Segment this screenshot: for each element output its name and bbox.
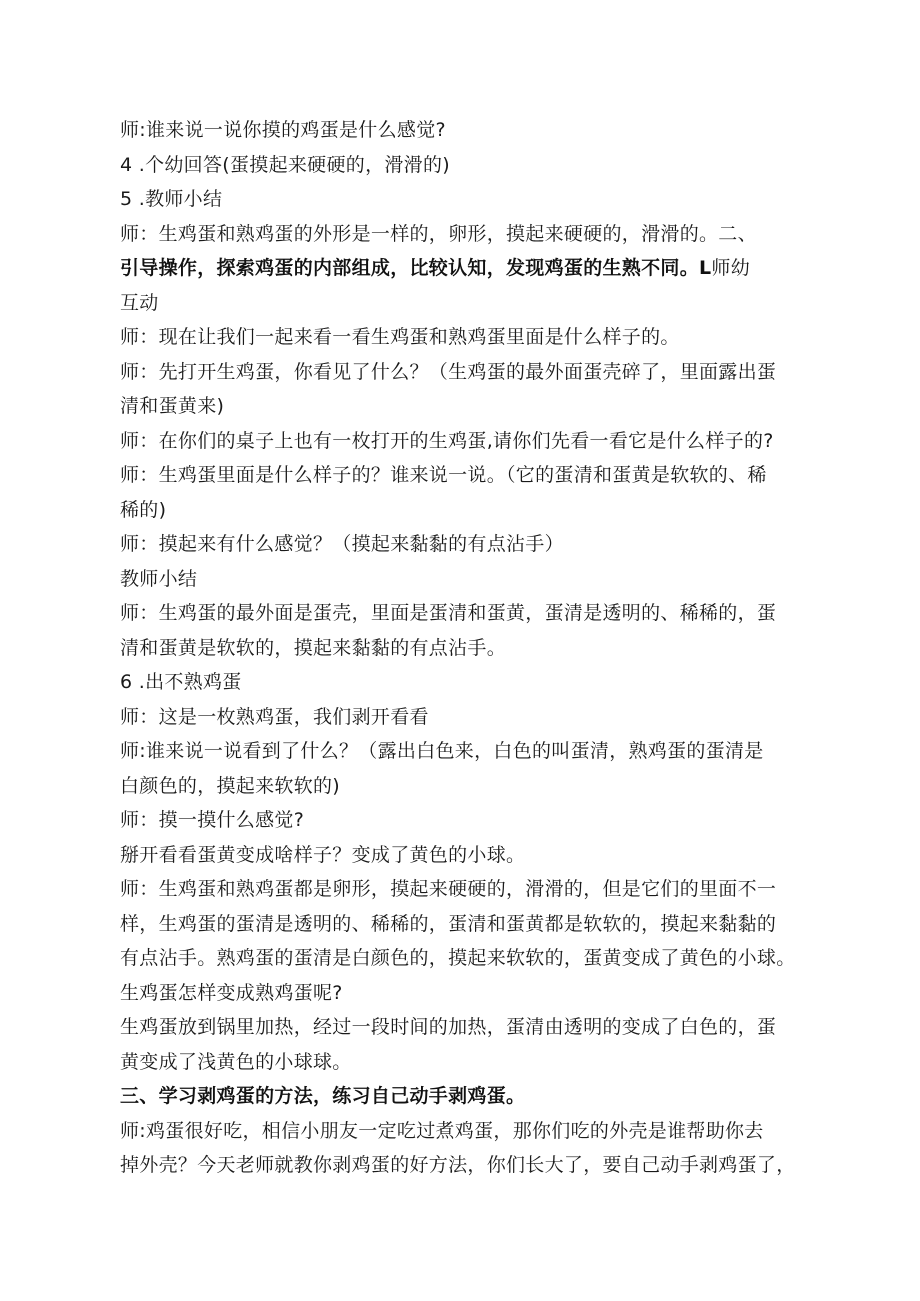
text-line: 师：生鸡蛋的最外面是蛋壳，里面是蛋清和蛋黄，蛋清是透明的、稀稀的，蛋 xyxy=(120,602,777,624)
text-line: 师：现在让我们一起来看一看生鸡蛋和熟鸡蛋里面是什么样子的。 xyxy=(120,326,680,348)
text-line: 4 .个幼回答(蛋摸起来硬硬的，滑滑的) xyxy=(120,153,450,176)
text-fragment: 师幼 xyxy=(711,257,751,279)
text-line: 互动 xyxy=(120,291,159,314)
text-line: 教师小结 xyxy=(120,567,198,590)
text-line: 掰开看看蛋黄变成啥样子？变成了黄色的小球。 xyxy=(120,843,526,866)
section-heading-line xyxy=(120,1079,810,1114)
text-line: 白颜色的，摸起来软软的) xyxy=(120,774,341,797)
section-heading-line xyxy=(120,251,810,286)
text-line: 生鸡蛋放到锅里加热，经过一段时间的加热，蛋清由透明的变成了白色的，蛋 xyxy=(120,1016,777,1038)
text-line: 有点沾手。熟鸡蛋的蛋清是白颜色的，摸起来软软的，蛋黄变成了黄色的小球。 xyxy=(120,947,796,969)
text-line: 师：生鸡蛋里面是什么样子的？谁来说一说。（它的蛋清和蛋黄是软软的、稀 xyxy=(120,464,767,486)
document-body xyxy=(120,113,810,1183)
section-heading-two: 引导操作，探索鸡蛋的内部组成，比较认知，发现鸡蛋的生熟不同。L xyxy=(120,257,712,279)
text-line: 师：先打开生鸡蛋，你看见了什么？（生鸡蛋的最外面蛋壳碎了，里面露出蛋 xyxy=(120,360,777,383)
text-line: 师：摸一摸什么感觉? xyxy=(120,809,305,831)
text-line: 稀的) xyxy=(120,498,167,521)
text-line: 师：生鸡蛋和熟鸡蛋都是卵形，摸起来硬硬的，滑滑的，但是它们的里面不一 xyxy=(120,878,777,900)
text-line: 生鸡蛋怎样变成熟鸡蛋呢? xyxy=(120,981,343,1004)
text-line: 掉外壳？今天老师就教你剥鸡蛋的好方法，你们长大了，要自己动手剥鸡蛋了， xyxy=(120,1154,796,1176)
text-line: 样，生鸡蛋的蛋清是透明的、稀稀的，蛋清和蛋黄都是软软的，摸起来黏黏的 xyxy=(120,912,777,935)
text-line: 师:谁来说一说你摸的鸡蛋是什么感觉? xyxy=(120,119,446,141)
text-line: 师：摸起来有什么感觉？（摸起来黏黏的有点沾手） xyxy=(120,533,564,555)
text-line: 5 .教师小结 xyxy=(120,188,223,210)
text-line: 师:鸡蛋很好吃，相信小朋友一定吃过煮鸡蛋，那你们吃的外壳是谁帮助你去 xyxy=(120,1119,764,1142)
text-line: 6 .出不熟鸡蛋 xyxy=(120,671,242,693)
text-line: 师：生鸡蛋和熟鸡蛋的外形是一样的，卵形，摸起来硬硬的，滑滑的。二、 xyxy=(120,222,757,245)
text-line: 师:谁来说一说看到了什么？（露出白色来，白色的叫蛋清，熟鸡蛋的蛋清是 xyxy=(120,740,764,762)
text-line: 师：在你们的桌子上也有一枚打开的生鸡蛋,请你们先看一看它是什么样子的? xyxy=(120,429,774,452)
text-line: 清和蛋黄是软软的，摸起来黏黏的有点沾手。 xyxy=(120,636,507,659)
text-line: 清和蛋黄来) xyxy=(120,395,225,417)
section-heading-three: 三、学习剥鸡蛋的方法，练习自己动手剥鸡蛋。 xyxy=(120,1085,526,1107)
text-line: 师：这是一枚熟鸡蛋，我们剥开看看 xyxy=(120,705,429,728)
text-line: 黄变成了浅黄色的小球球。 xyxy=(120,1050,352,1073)
